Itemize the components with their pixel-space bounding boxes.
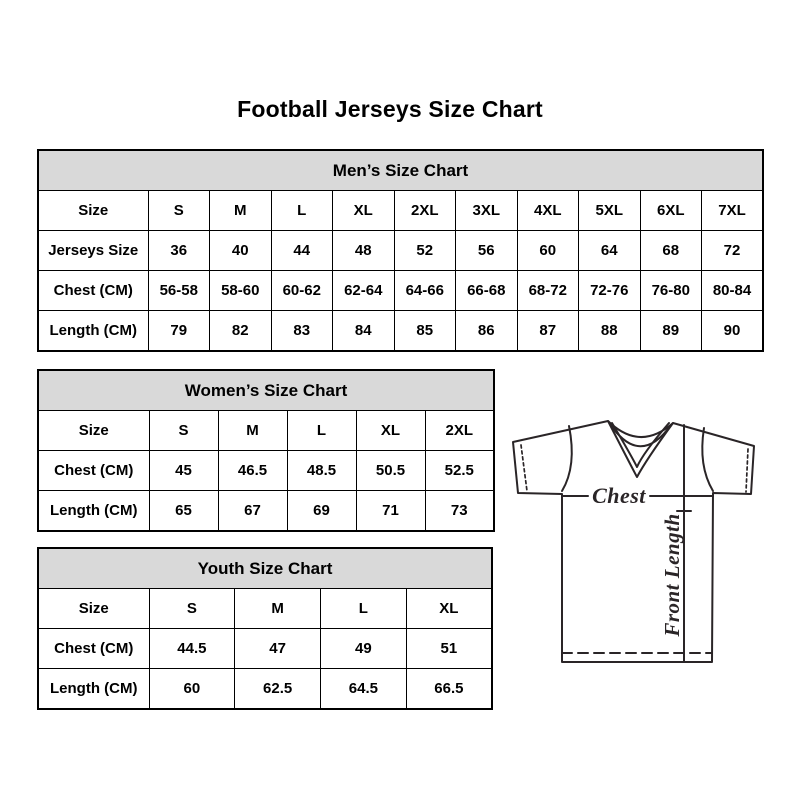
youth-size-table-title: Youth Size Chart: [38, 548, 492, 589]
size-cell: S: [149, 411, 218, 451]
page-title: Football Jerseys Size Chart: [237, 96, 543, 122]
size-cell: 40: [210, 231, 272, 271]
youth-size-table: [37, 547, 493, 710]
table-row: [38, 311, 763, 352]
front-length-label: Front Length: [660, 513, 684, 637]
size-cell: 76-80: [640, 271, 702, 311]
size-cell: 5XL: [579, 191, 641, 231]
size-cell: 84: [333, 311, 395, 352]
size-cell: 83: [271, 311, 333, 352]
size-cell: 86: [456, 311, 518, 352]
left-sleeve-seam: [562, 426, 572, 491]
size-cell: 44: [271, 231, 333, 271]
size-cell: 47: [235, 629, 321, 669]
right-cuff-dashed-line: [746, 449, 748, 492]
size-cell: S: [148, 191, 210, 231]
size-cell: 60: [517, 231, 579, 271]
size-cell: 48.5: [287, 451, 356, 491]
size-cell: M: [210, 191, 272, 231]
size-cell: 89: [640, 311, 702, 352]
row-label: Length (CM): [38, 669, 149, 710]
size-cell: 72: [702, 231, 764, 271]
row-label: Jerseys Size: [38, 231, 148, 271]
table-row: [38, 271, 763, 311]
table-row: [38, 491, 494, 532]
size-cell: 90: [702, 311, 764, 352]
size-cell: 73: [425, 491, 494, 532]
size-cell: XL: [333, 191, 395, 231]
size-cell: 50.5: [356, 451, 425, 491]
row-label: Length (CM): [38, 311, 148, 352]
womens-size-table: [37, 369, 495, 532]
table-row: [38, 411, 494, 451]
table-row: [38, 589, 492, 629]
table-row: [38, 629, 492, 669]
row-label: Chest (CM): [38, 451, 149, 491]
size-cell: 7XL: [702, 191, 764, 231]
row-label: Chest (CM): [38, 271, 148, 311]
size-cell: L: [321, 589, 407, 629]
jersey-outline: [513, 421, 754, 662]
table-row: [38, 231, 763, 271]
size-cell: 87: [517, 311, 579, 352]
size-cell: 52.5: [425, 451, 494, 491]
size-cell: 64.5: [321, 669, 407, 710]
table-row: [38, 191, 763, 231]
size-cell: L: [271, 191, 333, 231]
size-cell: 2XL: [425, 411, 494, 451]
size-cell: 3XL: [456, 191, 518, 231]
size-cell: 68-72: [517, 271, 579, 311]
table-row: [38, 669, 492, 710]
size-cell: 88: [579, 311, 641, 352]
size-cell: 85: [394, 311, 456, 352]
size-cell: M: [235, 589, 321, 629]
chest-label: Chest: [592, 483, 646, 508]
row-label: Size: [38, 191, 148, 231]
size-cell: 2XL: [394, 191, 456, 231]
size-cell: 52: [394, 231, 456, 271]
size-cell: 49: [321, 629, 407, 669]
size-cell: 66.5: [406, 669, 492, 710]
size-cell: 80-84: [702, 271, 764, 311]
right-sleeve-seam: [702, 428, 713, 491]
size-cell: 68: [640, 231, 702, 271]
size-cell: 36: [148, 231, 210, 271]
size-cell: M: [218, 411, 287, 451]
size-cell: 62-64: [333, 271, 395, 311]
jersey-diagram: [506, 414, 762, 668]
womens-size-table-title: Women’s Size Chart: [38, 370, 494, 411]
size-cell: 82: [210, 311, 272, 352]
size-cell: 64-66: [394, 271, 456, 311]
size-cell: 66-68: [456, 271, 518, 311]
table-header-row: [38, 150, 763, 191]
size-cell: 44.5: [149, 629, 235, 669]
table-header-row: [38, 548, 492, 589]
size-cell: S: [149, 589, 235, 629]
size-cell: 72-76: [579, 271, 641, 311]
row-label: Chest (CM): [38, 629, 149, 669]
size-cell: 6XL: [640, 191, 702, 231]
size-cell: 67: [218, 491, 287, 532]
size-cell: 56: [456, 231, 518, 271]
size-cell: 62.5: [235, 669, 321, 710]
size-cell: 46.5: [218, 451, 287, 491]
size-cell: 60: [149, 669, 235, 710]
size-cell: 51: [406, 629, 492, 669]
size-cell: 58-60: [210, 271, 272, 311]
table-header-row: [38, 370, 494, 411]
size-cell: 64: [579, 231, 641, 271]
row-label: Size: [38, 589, 149, 629]
table-row: [38, 451, 494, 491]
size-cell: 56-58: [148, 271, 210, 311]
mens-size-table: [37, 149, 764, 352]
size-cell: 60-62: [271, 271, 333, 311]
left-cuff-dashed-line: [521, 445, 527, 491]
size-cell: 45: [149, 451, 218, 491]
row-label: Size: [38, 411, 149, 451]
size-cell: L: [287, 411, 356, 451]
row-label: Length (CM): [38, 491, 149, 532]
size-cell: 48: [333, 231, 395, 271]
size-cell: 71: [356, 491, 425, 532]
size-cell: XL: [406, 589, 492, 629]
size-cell: 79: [148, 311, 210, 352]
mens-size-table-title: Men’s Size Chart: [38, 150, 763, 191]
size-cell: 69: [287, 491, 356, 532]
size-cell: 4XL: [517, 191, 579, 231]
size-cell: 65: [149, 491, 218, 532]
size-cell: XL: [356, 411, 425, 451]
